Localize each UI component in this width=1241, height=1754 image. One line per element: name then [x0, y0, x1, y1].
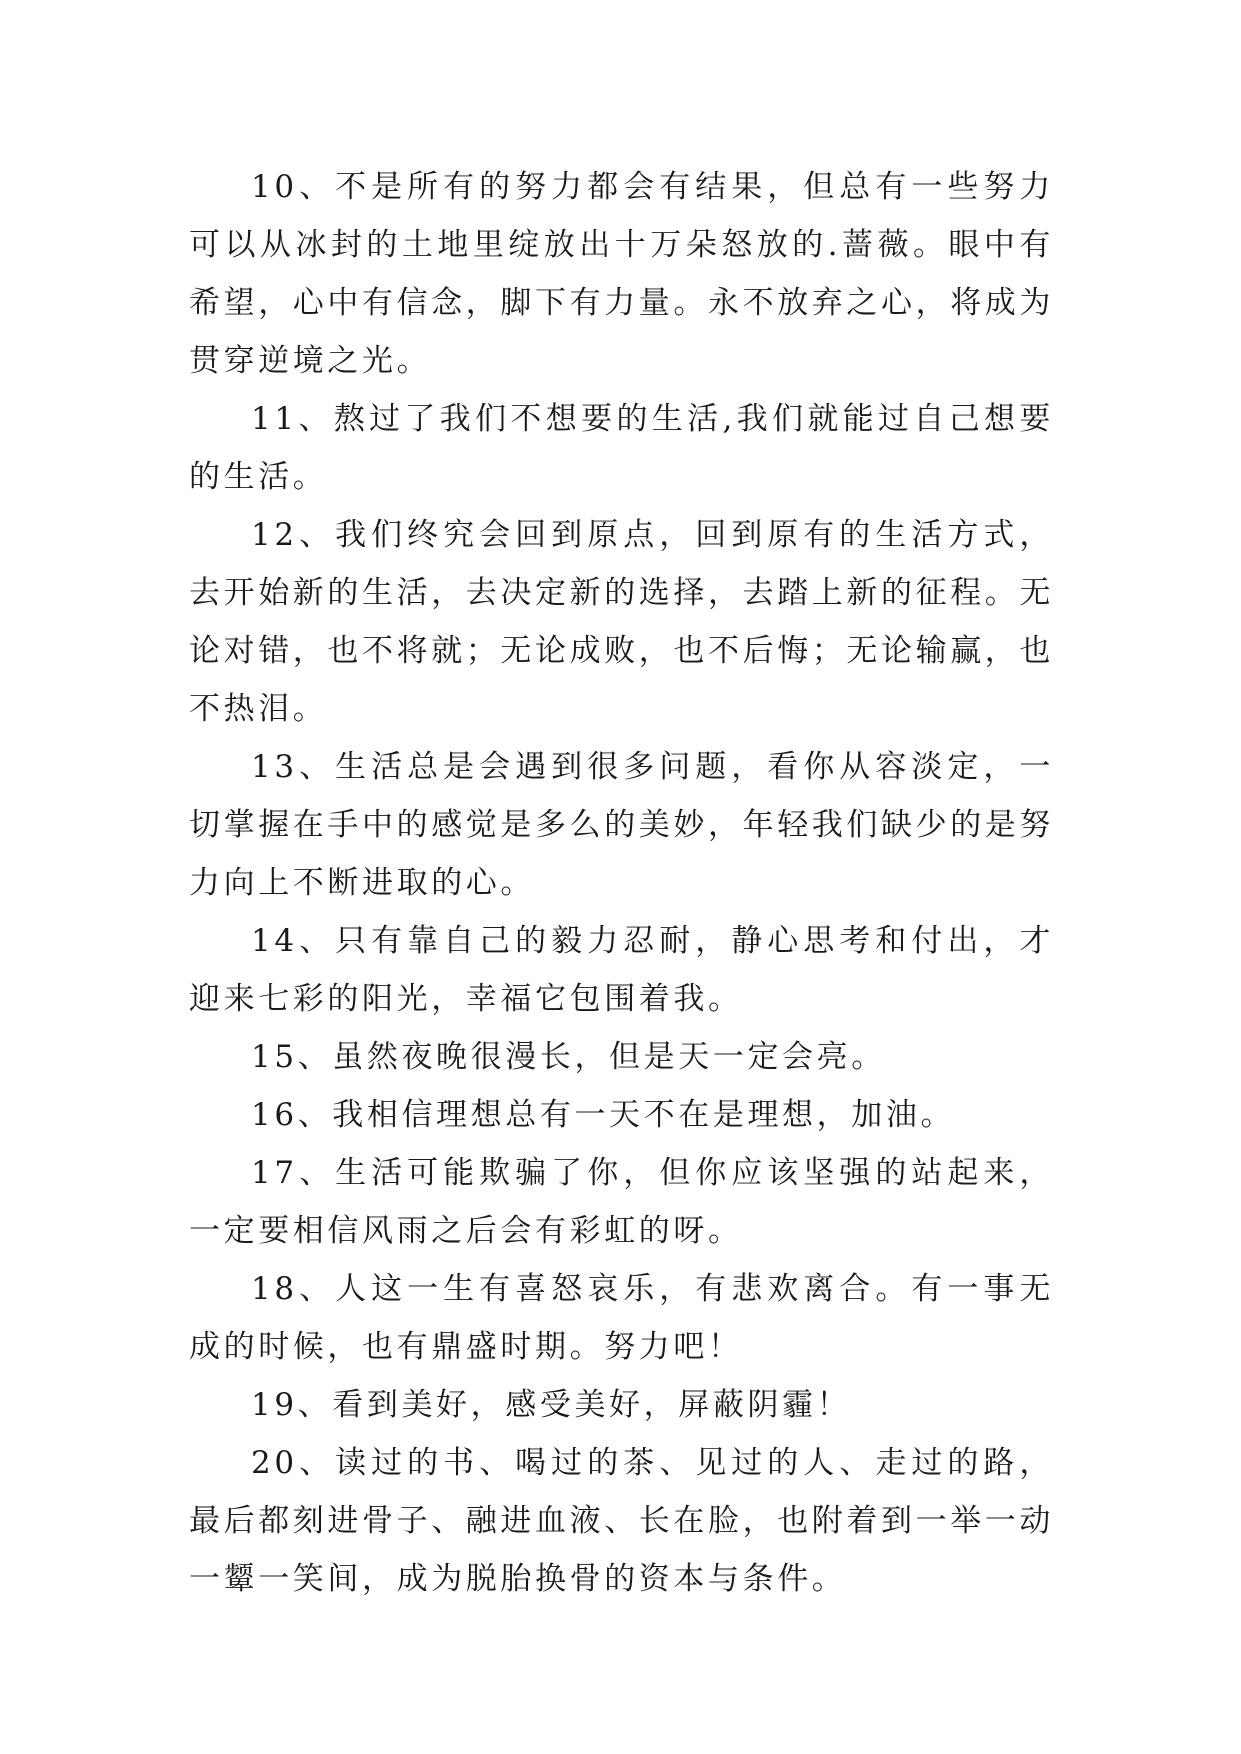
- document-body: [189, 158, 1054, 1608]
- paragraph-18: 18、人这一生有喜怒哀乐，有悲欢离合。有一事无成的时候，也有鼎盛时期。努力吧！: [189, 1271, 1054, 1365]
- paragraph-19: 19、看到美好，感受美好，屏蔽阴霾！: [251, 1387, 852, 1423]
- paragraph-10: 10、不是所有的努力都会有结果，但总有一些努力可以从冰封的土地里绽放出十万朵怒放的.蔷薇。眼中有希望，心中有信念，脚下有力量。永不放弃之心，将成为贯穿逆境之光。: [189, 169, 1054, 379]
- paragraph-20: 20、读过的书、喝过的茶、见过的人、走过的路，最后都刻进骨子、融进血液、长在脸，也附着到一举一动一颦一笑间，成为脱胎换骨的资本与条件。: [189, 1445, 1054, 1597]
- paragraph-12: 12、我们终究会回到原点，回到原有的生活方式，去开始新的生活，去决定新的选择，去踏上新的征程。无论对错，也不将就；无论成败，也不后悔；无论输赢，也不热泪。: [189, 517, 1054, 727]
- paragraph-13: 13、生活总是会遇到很多问题，看你从容淡定，一切掌握在手中的感觉是多么的美妙，年轻我们缺少的是努力向上不断进取的心。: [189, 749, 1054, 901]
- paragraph-15: 15、虽然夜晚很漫长，但是天一定会亮。: [251, 1039, 886, 1075]
- paragraph-14: 14、只有靠自己的毅力忍耐，静心思考和付出，才迎来七彩的阳光，幸福它包围着我。: [189, 923, 1054, 1017]
- paragraph-17: 17、生活可能欺骗了你，但你应该坚强的站起来，一定要相信风雨之后会有彩虹的呀。: [189, 1155, 1054, 1249]
- paragraph-16: 16、我相信理想总有一天不在是理想，加油。: [251, 1097, 956, 1133]
- paragraph-11: 11、熬过了我们不想要的生活,我们就能过自己想要的生活。: [189, 401, 1054, 495]
